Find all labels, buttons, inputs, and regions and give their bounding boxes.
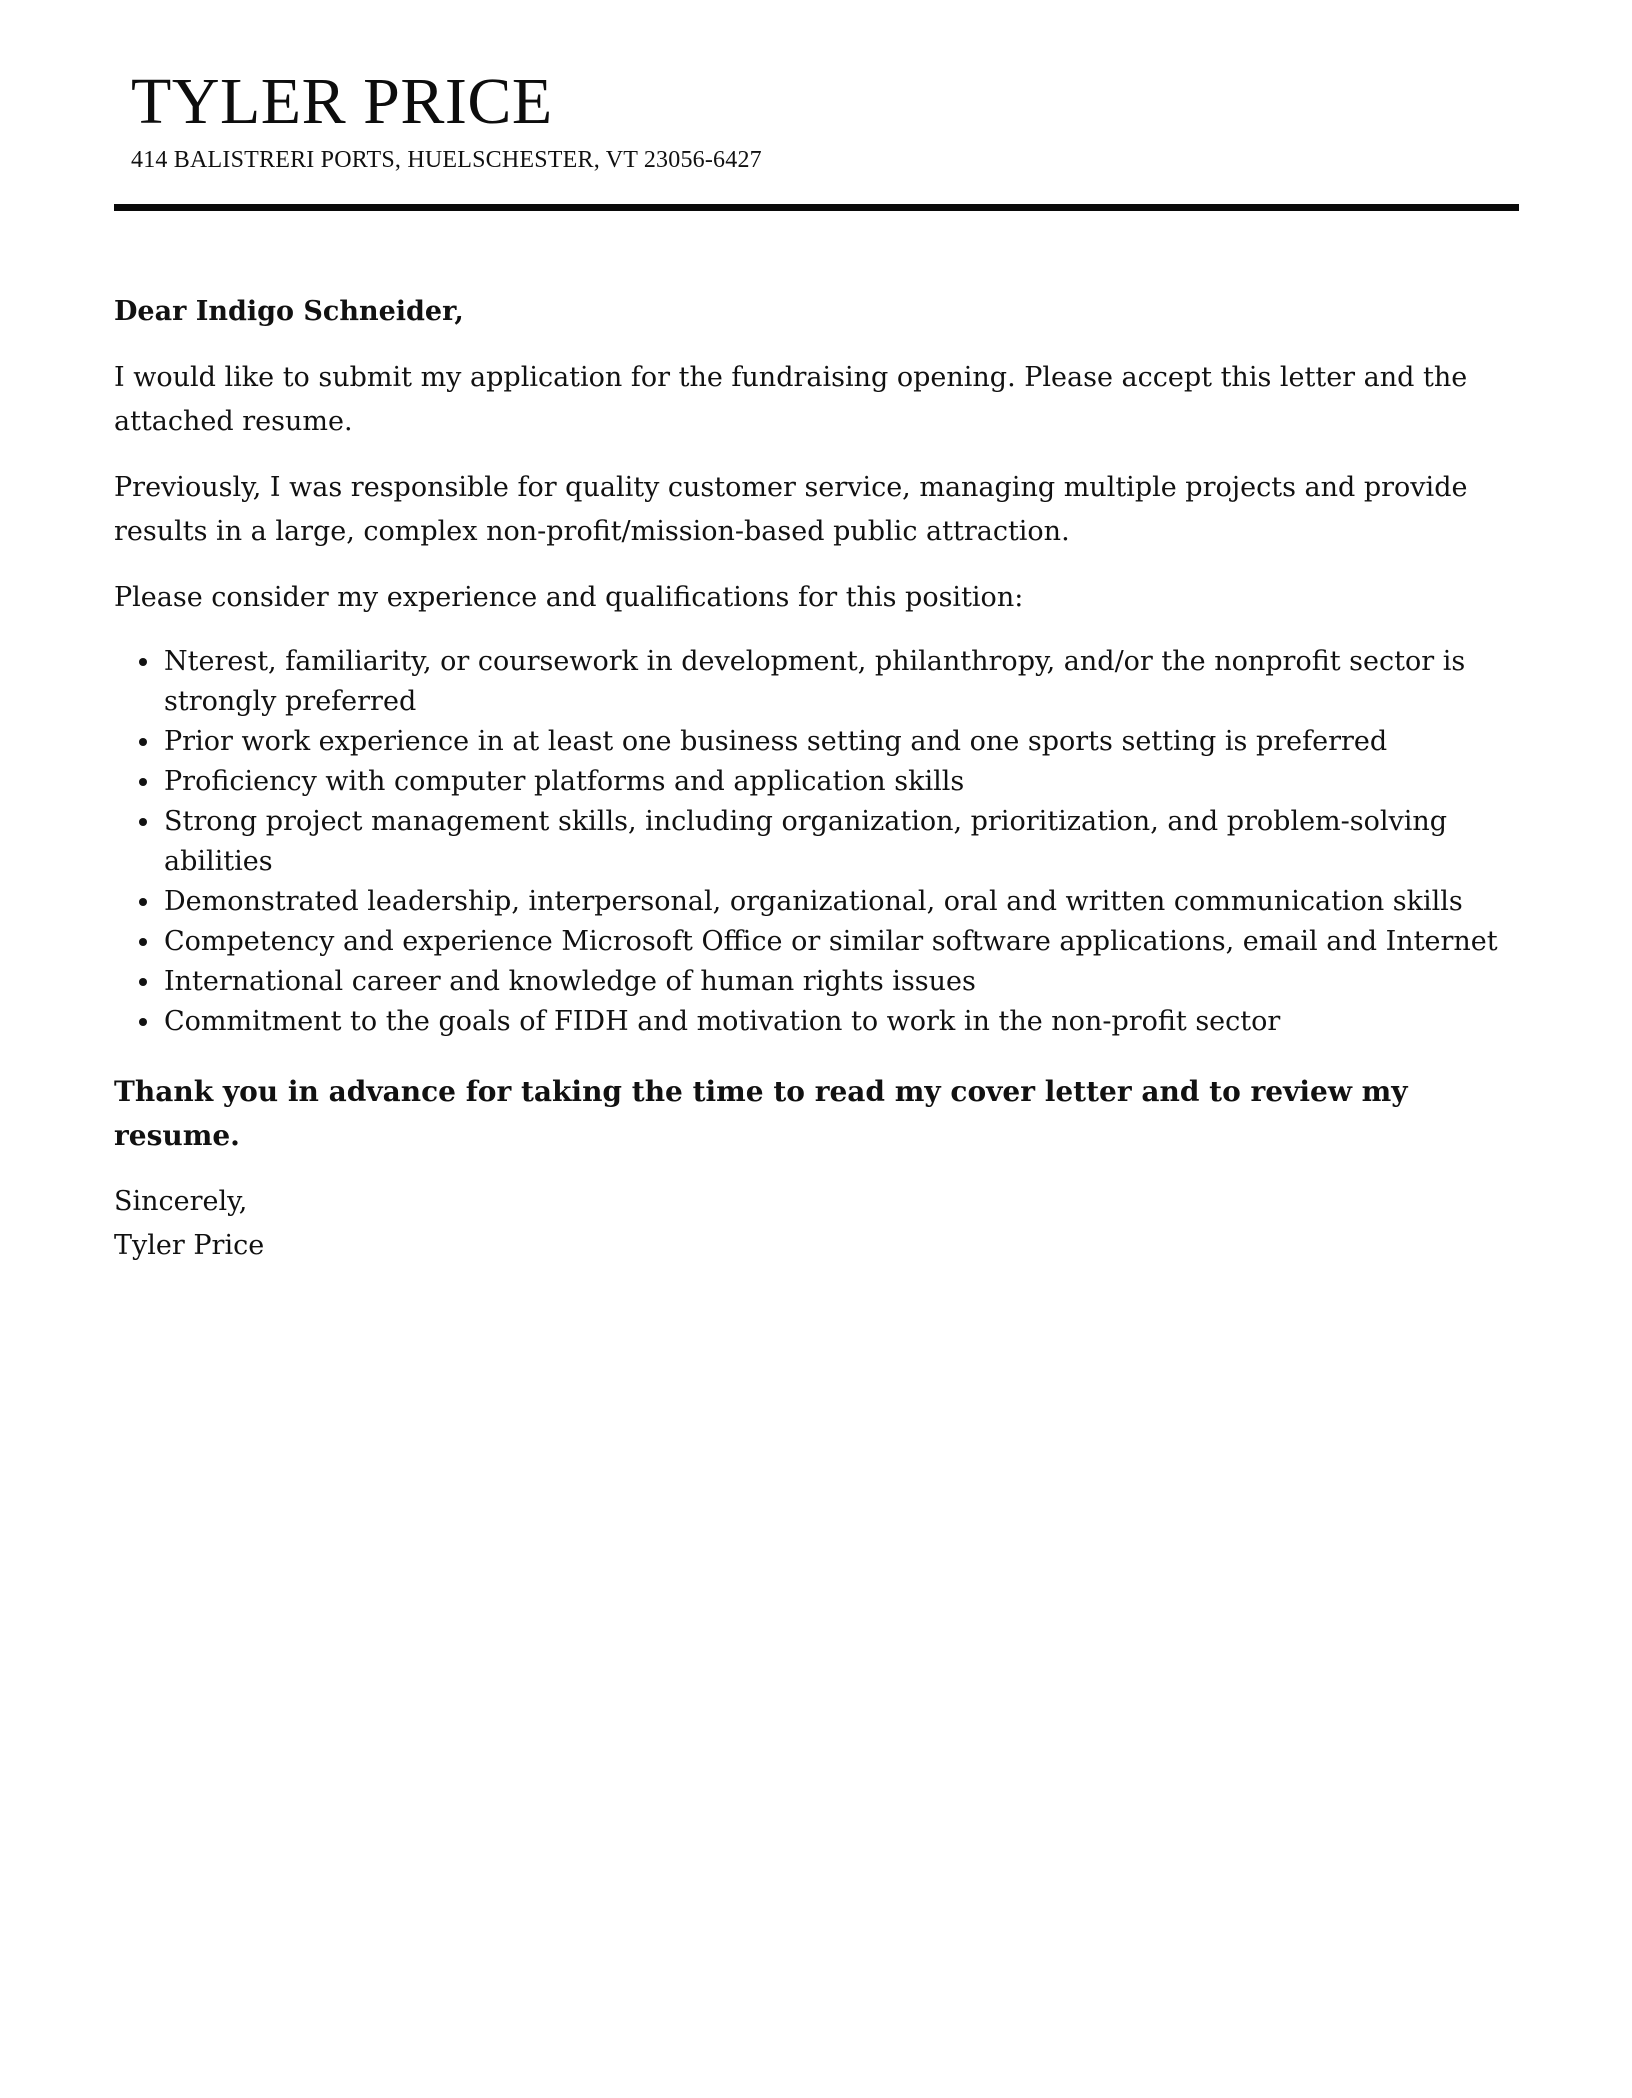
- closing-statement: Thank you in advance for taking the time to read my cover letter and to review my resume.: [114, 1075, 1408, 1152]
- list-item: • Demonstrated leadership, interpersonal, organizational, oral and written communication skills: [162, 882, 1509, 922]
- valediction: Sincerely,: [114, 1186, 248, 1217]
- list-item: • Proficiency with computer platforms and application skills: [162, 762, 1509, 802]
- intro-paragraph: I would like to submit my application for the fundraising opening. Please accept this letter and the attached resume.: [114, 362, 1468, 437]
- applicant-address: 414 BALISTRERI PORTS, HUELSCHESTER, VT 23056-6427: [131, 147, 762, 173]
- list-item: • Competency and experience Microsoft Office or similar software applications, email and Internet: [162, 922, 1509, 962]
- salutation: Dear Indigo Schneider,: [114, 296, 464, 327]
- letter-body: [114, 290, 1509, 1268]
- signoff: [114, 1180, 1509, 1268]
- experience-paragraph: Previously, I was responsible for quality customer service, managing multiple projects and provide results in a large, complex non-profit/mission-based public attraction.: [114, 472, 1468, 547]
- applicant-name: TYLER PRICE: [131, 65, 553, 138]
- list-item: • Commitment to the goals of FIDH and motivation to work in the non-profit sector: [162, 1002, 1509, 1042]
- list-item: • Nterest, familiarity, or coursework in development, philanthropy, and/or the nonprofit sector is strongly preferred: [162, 642, 1509, 722]
- qualifications-list: [114, 642, 1509, 1042]
- list-item: • International career and knowledge of human rights issues: [162, 962, 1509, 1002]
- list-item: • Prior work experience in at least one business setting and one sports setting is preferred: [162, 722, 1509, 762]
- signature-name: Tyler Price: [114, 1230, 265, 1261]
- qualifications-intro: Please consider my experience and qualifications for this position:: [114, 582, 1024, 613]
- header-divider: [114, 204, 1519, 211]
- list-item: • Strong project management skills, including organization, prioritization, and problem-solving abilities: [162, 802, 1509, 882]
- letter-header: [131, 62, 1511, 176]
